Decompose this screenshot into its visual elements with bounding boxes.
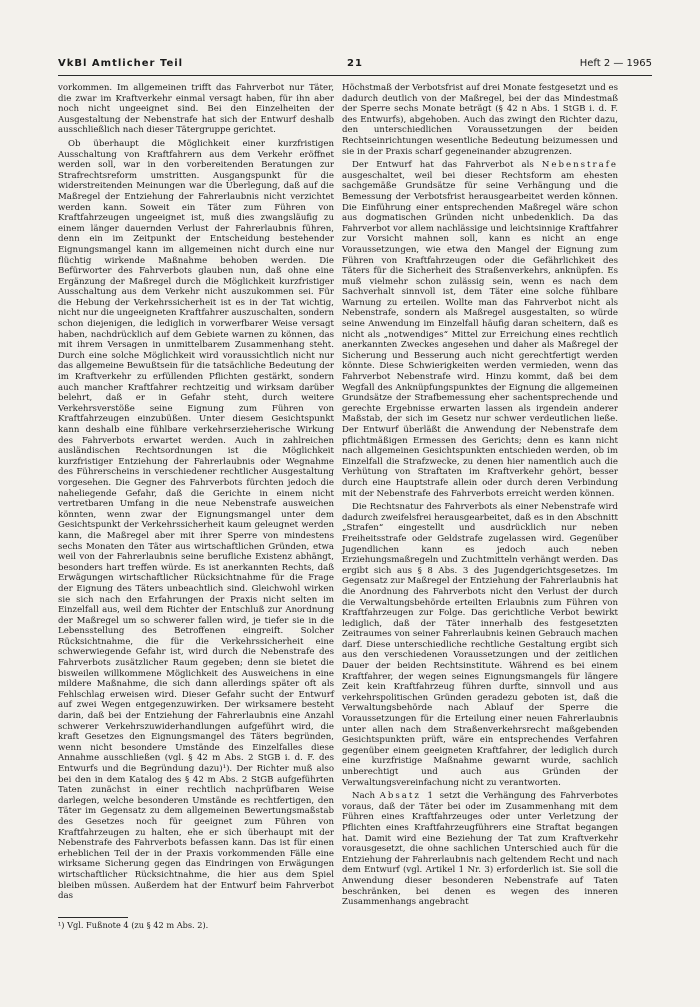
right-column [342,83,618,911]
paragraph [342,160,618,499]
left-column [58,83,334,905]
paragraph: vorkommen. Im allgemeinen trifft das Fahrverbot nur Täter, die zwar im Kraftverkehr einmal versagt haben, für ihn aber noch nicht ungeeignet sind. Bei den Einzelheiten der Ausgestaltung der Nebenstrafe hat sich der Entwurf deshalb ausschließlich nach dieser Tätergruppe gerichtet. [58,83,334,136]
footnote: ¹) Vgl. Fußnote 4 (zu § 42 m Abs. 2). [58,920,209,930]
paragraph [342,791,618,908]
text-run: ausgeschaltet, weil bei dieser Rechtsform am ehesten sachgemäße Grundsätze für seine Verhängung und die Bemessung der Verbotsfrist herausgearbeitet werden können. Die Einführung einer entsprechenden Maßregel wäre schon aus dogmatischen Gründen nicht unbedenklich. Da das Fahrverbot vor allem nachlässige und leichtsinnige Kraftfahrer zur Vorsicht mahnen soll, kann es nicht an enge Voraussetzungen, wie etwa den Mangel der Eignung zum Führen von Kraftfahrzeugen oder die Gefährlichkeit des Täters für die Sicherheit des Straßenverkehrs, anknüpfen. Es muß vielmehr schon zulässig sein, wenn es nach dem Sachverhalt sinnvoll ist, dem Täter eine solche fühlbare Warnung zu erteilen. Wollte man das Fahrverbot nicht als Nebenstrafe, sondern als Maßregel ausgestalten, so würde seine Anwendung im Einzelfall häufig daran scheitern, daß es nicht als „notwendiges“ Mittel zur Erreichung eines rechtlich anerkannten Zweckes angesehen und daher als Maßregel der Sicherung und Besserung auch nicht gerechtfertigt werden könnte. Diese Schwierigkeiten werden vermieden, wenn das Fahrverbot Nebenstrafe wird. Hinzu kommt, daß bei dem Wegfall des Anknüpfungspunktes der Eignung die allgemeinen Grundsätze der Strafbemessung eher sachentsprechende und gerechte Ergebnisse erwarten lassen als irgendein anderer Maßstab, der sich im Gesetz nur schwer verdeutlichen ließe. Der Entwurf überläßt die Anwendung der Nebenstrafe dem pflichtmäßigen Ermessen des Gerichts; denn es kann nicht nach allgemeinen Gesichtspunkten entschieden werden, ob im Einzelfall die Strafzwecke, zu denen hier namentlich auch die Verhütung von Straftaten im Kraftverkehr gehört, besser durch eine Hauptstrafe allein oder durch deren Verbindung mit der Nebenstrafe des Fahrverbots erreicht werden können. [342,170,618,499]
paragraph: Die Rechtsnatur des Fahrverbots als einer Nebenstrafe wird dadurch zweifelsfrei herausgearbeitet, daß es in den Abschnitt „Strafen“ eingestellt und ausdrücklich nur neben Freiheitsstrafe oder Geldstrafe zugelassen wird. Gegenüber Jugendlichen kann es jedoch auch neben Erziehungsmaßregeln und Zuchtmitteln verhängt werden. Das ergibt sich aus § 8 Abs. 3 des Jugendgerichtsgesetzes. Im Gegensatz zur Maßregel der Entziehung der Fahrerlaubnis hat die Anordnung des Fahrverbots nicht den Verlust der durch die Verwaltungsbehörde erteilten Erlaubnis zum Führen von Kraftfahrzeugen zur Folge. Das gerichtliche Verbot bewirkt lediglich, daß der Täter innerhalb des festgesetzten Zeitraumes von seiner Fahrerlaubnis keinen Gebrauch machen darf. Diese unterschiedliche rechtliche Gestaltung ergibt sich aus den verschiedenen Voraussetzungen und der zeitlichen Dauer der beiden Rechtsinstitute. Während es bei einem Kraftfahrer, der wegen seines Eignungsmangels für längere Zeit kein Kraftfahrzeug führen durfte, sinnvoll und aus verkehrspolitischen Gründen geradezu geboten ist, daß die Verwaltungsbehörde nach Ablauf der Sperre die Voraussetzungen für die Erteilung einer neuen Fahrerlaubnis unter allen nach dem Straßenverkehrsrecht maßgebenden Gesichtspunkten prüft, wäre ein entsprechendes Verfahren gegenüber einem geeigneten Kraftfahrer, der lediglich durch eine kurzfristige Maßnahme gewarnt wurde, sachlich unberechtigt und auch aus Gründen der Verwaltungsvereinfachung nicht zu verantworten. [342,502,618,788]
footnote-rule [58,917,128,918]
paragraph: Ob überhaupt die Möglichkeit einer kurzfristigen Ausschaltung von Kraftfahrern aus dem Verkehr eröffnet werden soll, war in den vorbereitenden Beratungen zur Strafrechtsreform umstritten. Ausgangspunkt für die widerstreitenden Meinungen war die Überlegung, daß auf die Maßregel der Entziehung der Fahrerlaubnis nicht verzichtet werden kann. Soweit ein Täter zum Führen von Kraftfahrzeugen ungeeignet ist, muß dies zwangsläufig zu einem länger dauernden Verlust der Fahrerlaubnis führen, denn ein im Zeitpunkt der Entscheidung bestehender Eignungsmangel kann im allgemeinen nicht durch eine nur flüchtig wirkende Maßnahme behoben werden. Die Befürworter des Fahrverbots glauben nun, daß ohne eine Ergänzung der Maßregel durch die Möglichkeit kurzfristiger Ausschaltung aus dem Verkehr nicht auszukommen sei. Für die Hebung der Verkehrssicherheit ist es in der Tat wichtig, nicht nur die ungeeigneten Kraftfahrer auszuschalten, sondern schon diejenigen, die lediglich in vorwerfbarer Weise versagt haben, nachdrücklich auf dem Gebiete warnen zu können, das mit ihrem Versagen in unmittelbarem Zusammenhang steht. Durch eine solche Möglichkeit wird voraussichtlich nicht nur das allgemeine Bewußtsein für die tatsächliche Bedeutung der im Kraftverkehr zu erfüllenden Pflichten gestärkt, sondern auch mancher Kraftfahrer rechtzeitig und wirksam darüber belehrt, daß er in Gefahr steht, durch weitere Verkehrsverstöße seine Eignung zum Führen von Kraftfahrzeugen einzubüßen. Unter diesem Gesichtspunkt kann deshalb eine fühlbare verkehrserzieherische Wirkung des Fahrverbots erwartet werden. Auch in zahlreichen ausländischen Rechtsordnungen ist die Möglichkeit kurzfristiger Entziehung der Fahrerlaubnis oder Wegnahme des Führerscheins in verschiedener rechtlicher Ausgestaltung vorgesehen. Die Gegner des Fahrverbots fürchten jedoch die naheliegende Gefahr, daß die Gerichte in einem nicht vertretbaren Umfang in die neue Nebenstrafe ausweichen könnten, wenn zwar der Eignungsmangel unter dem Gesichtspunkt der Verkehrssicherheit kaum geleugnet werden kann, die Maßregel aber mit ihrer Sperre von mindestens sechs Monaten den Täter aus wirtschaftlichen Gründen, etwa weil von der Fahrerlaubnis seine berufliche Existenz abhängt, besonders hart treffen würde. Es ist anerkannten Rechts, daß Erwägungen wirtschaftlicher Rücksichtnahme für die Frage der Eignung des Täters unbeachtlich sind. Gleichwohl wirken sie sich nach den Erfahrungen der Praxis nicht selten im Einzelfall aus, weil dem Richter der Entschluß zur Anordnung der Maßregel um so schwerer fallen wird, je tiefer sie in die Lebensstellung des Betroffenen eingreift. Solcher Rücksichtnahme, die für die Verkehrssicherheit eine schwerwiegende Gefahr ist, wird durch die Nebenstrafe des Fahrverbots zusätzlicher Raum gegeben; denn sie bietet die bisweilen willkommene Möglichkeit des Ausweichens in eine mildere Maßnahme, die sich dann allerdings später oft als Fehlschlag erweisen wird. Dieser Gefahr sucht der Entwurf auf zwei Wegen entgegenzuwirken. Der wirksamere besteht darin, daß bei der Entziehung der Fahrerlaubnis eine Anzahl schwerer Verkehrszuwiderhandlungen aufgeführt wird, die kraft Gesetzes den Eignungsmangel des Täters begründen, wenn nicht besondere Umstände des Einzelfalles diese Annahme ausschließen (vgl. § 42 m Abs. 2 StGB i. d. F. des Entwurfs und die Begründung dazu)¹). Der Richter muß also bei den in dem Katalog des § 42 m Abs. 2 StGB aufgeführten Taten zunächst in einer rechtlich nachprüfbaren Weise darlegen, welche besonderen Umstände es rechtfertigen, den Täter im Gegensatz zu dem allgemeinen Bewertungsmaßstab des Gesetzes noch für geeignet zum Führen von Kraftfahrzeugen zu halten, ehe er sich überhaupt mit der Nebenstrafe des Fahrverbots befassen kann. Das ist für einen erheblichen Teil der in der Praxis vorkommenden Fälle eine wirksame Sicherung gegen das Eindringen von Erwägungen wirtschaftlicher Rücksichtnahme, die hier aus dem Spiel bleiben müssen. Außerdem hat der Entwurf beim Fahrverbot das [58,138,335,902]
paragraph: Höchstmaß der Verbotsfrist auf drei Monate festgesetzt und es dadurch deutlich von der Maßregel, bei der das Mindestmaß der Sperre sechs Monate beträgt (§ 42 n Abs. 1 StGB i. d. F. des Entwurfs), abgehoben. Auch das zwingt den Richter dazu, den unterschiedlichen Voraussetzungen der beiden Rechtseinrichtungen wesentliche Bedeutung beizumessen und sie in der Praxis scharf gegeneinander abzugrenzen. [342,83,618,157]
text-run: Der Entwurf hat das Fahrverbot als [352,160,534,171]
header-rule [58,75,652,76]
page-number: 21 [347,58,363,69]
text-run: Nach [352,791,375,802]
text-run: setzt die Verhängung des Fahrverbotes voraus, daß der Täter bei oder im Zusammenhang mit dem Führen eines Kraftfahrzeuges oder unter Verletzung der Pflichten eines Kraftfahrzeugführers eine Straftat begangen hat. Damit wird eine Beziehung der Tat zum Kraftverkehr vorausgesetzt, die ohne sachlichen Unterschied auch für die Entziehung der Fahrerlaubnis nach geltendem Recht und nach dem Entwurf (vgl. Artikel 1 Nr. 3) erforderlich ist. Sie soll die Anwendung dieser besonderen Nebenstrafe auf Taten beschränken, bei denen es wegen des inneren Zusammenhangs angebracht [342,791,618,908]
page-header [58,58,652,74]
spaced-term: Nebenstrafe [541,160,618,171]
issue-label: Heft 2 — 1965 [579,58,652,69]
journal-title: VkBl Amtlicher Teil [58,58,184,69]
spaced-term: Absatz 1 [379,791,435,802]
